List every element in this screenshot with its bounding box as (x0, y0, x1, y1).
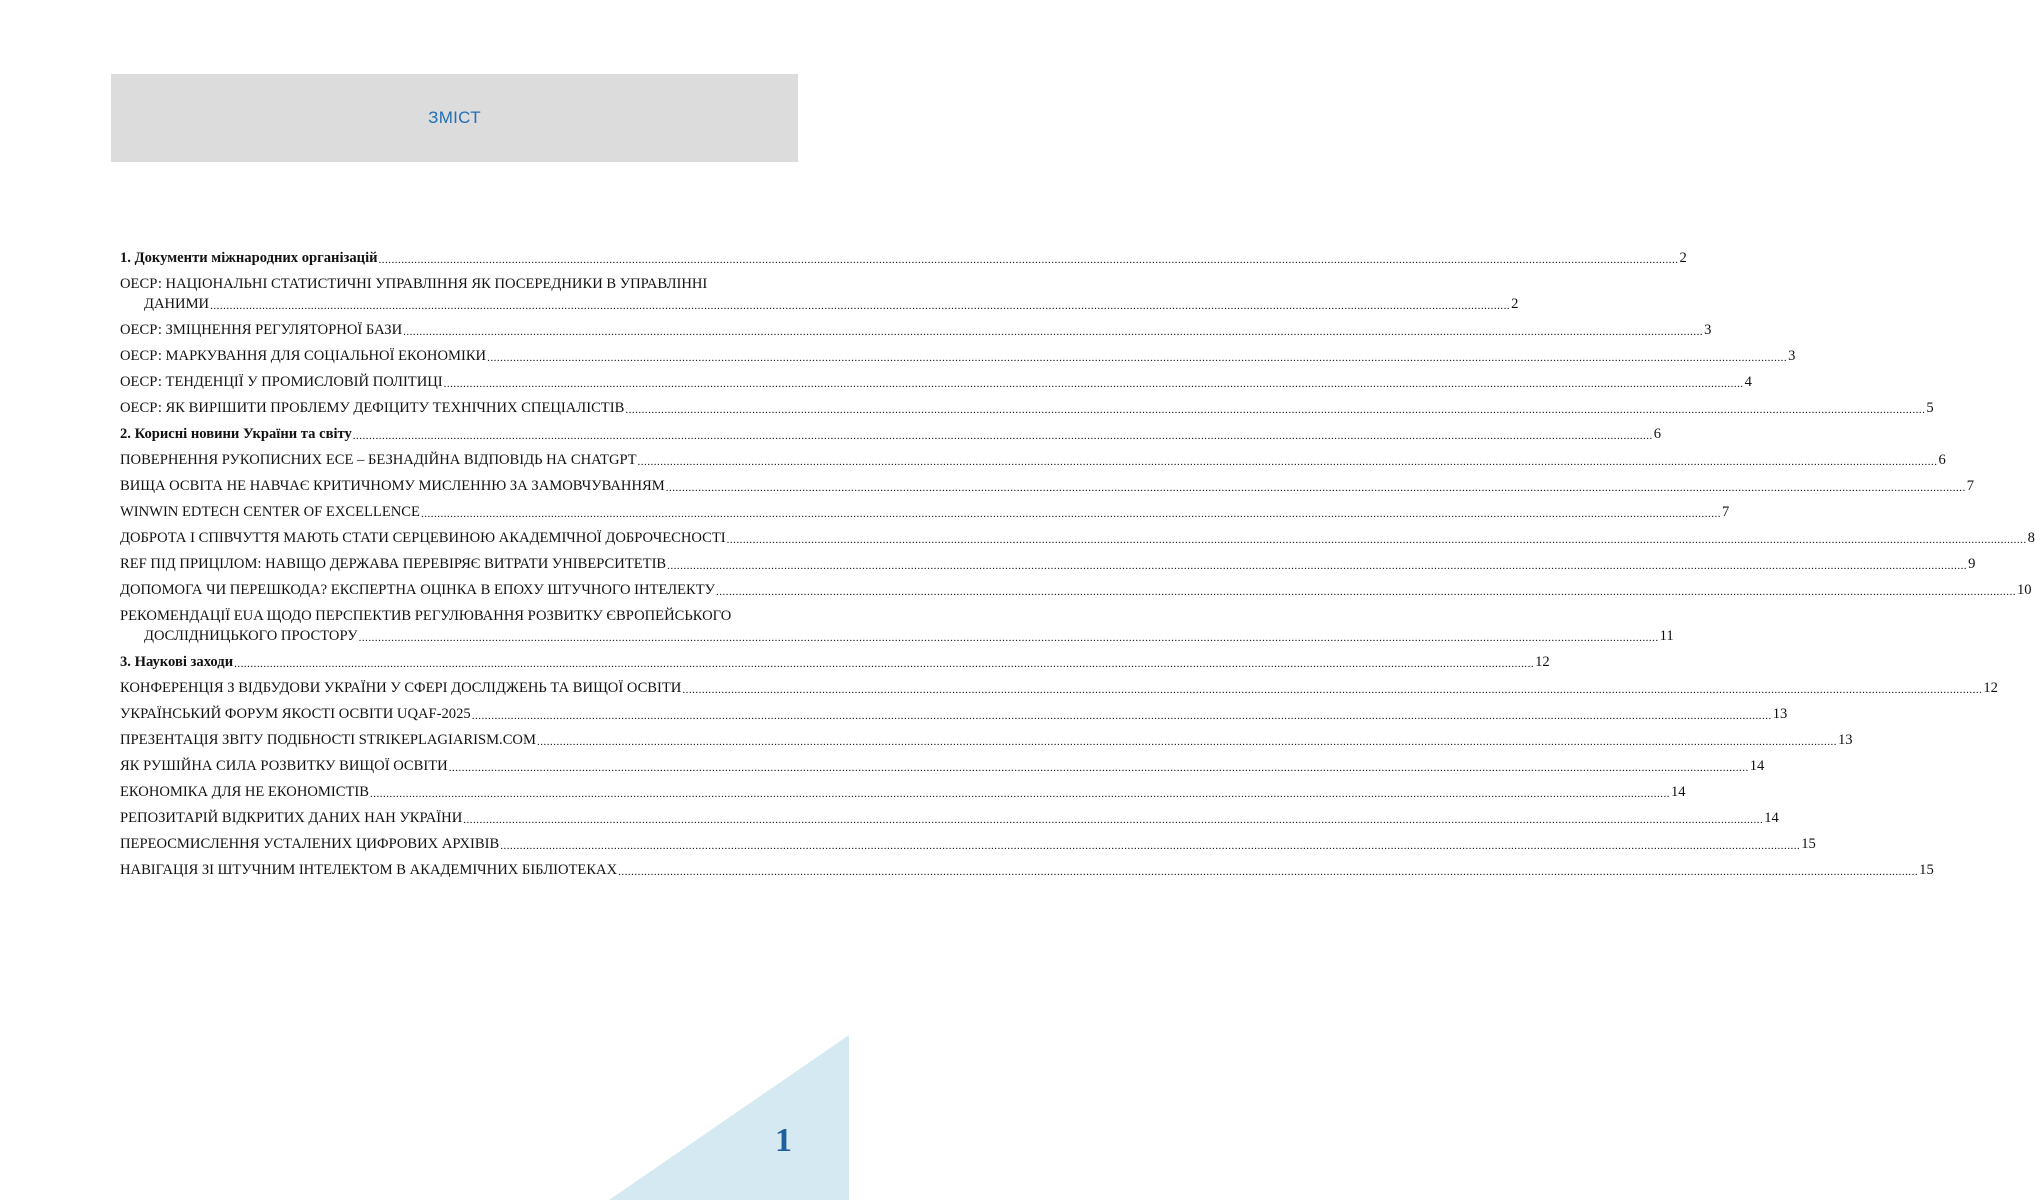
toc-entry[interactable] (120, 450, 1946, 470)
toc-page-number: 7 (1721, 504, 1730, 520)
toc-entry-title-cont: ДОСЛІДНИЦЬКОГО ПРОСТОРУ (144, 628, 358, 644)
toc-entry[interactable] (120, 320, 1712, 340)
toc-entry-title: ОЕСР: ЗМІЦНЕННЯ РЕГУЛЯТОРНОЇ БАЗИ (120, 322, 403, 338)
toc-entry[interactable] (120, 398, 1934, 418)
toc-entry[interactable] (120, 756, 1765, 776)
corner-decoration (609, 1035, 849, 1200)
toc-entry-title: ПРЕЗЕНТАЦІЯ ЗВІТУ ПОДІБНОСТІ STRIKEPLAGIARISM.COM (120, 732, 536, 748)
toc-leader: ................................................................................................................................................................................................................................................................................................................................................................................................................ (443, 378, 1744, 390)
toc-entry-title-cont: ДАНИМИ (144, 296, 210, 312)
toc-entry[interactable] (120, 274, 1519, 314)
toc-entry-title: УКРАЇНСЬКИЙ ФОРУМ ЯКОСТІ ОСВІТИ UQAF-2025 (120, 706, 471, 722)
toc-leader: ................................................................................................................................................................................................................................................................................................................................................................................................................ (500, 840, 1801, 852)
toc-leader: ................................................................................................................................................................................................................................................................................................................................................................................................................ (352, 430, 1653, 442)
toc-entry[interactable] (120, 782, 1686, 802)
toc-entry[interactable] (120, 346, 1796, 366)
toc-leader: ................................................................................................................................................................................................................................................................................................................................................................................................................ (448, 762, 1749, 774)
toc-leader: ................................................................................................................................................................................................................................................................................................................................................................................................................ (536, 736, 1837, 748)
toc-page-number: 5 (1926, 400, 1934, 416)
toc-page-number: 4 (1744, 374, 1752, 390)
toc-page-number: 3 (1788, 348, 1796, 364)
toc-entry-title: РЕКОМЕНДАЦІЇ EUA ЩОДО ПЕРСПЕКТИВ РЕГУЛЮВАННЯ РОЗВИТКУ ЄВРОПЕЙСЬКОГО (120, 608, 732, 624)
toc-entry[interactable] (120, 834, 1816, 854)
toc-entry[interactable] (120, 808, 1779, 828)
toc-page-number: 6 (1653, 426, 1662, 442)
toc-entry-title: КОНФЕРЕНЦІЯ З ВІДБУДОВИ УКРАЇНИ У СФЕРІ ДОСЛІДЖЕНЬ ТА ВИЩОЇ ОСВІТИ (120, 680, 682, 696)
toc-entry-title: ОЕСР: МАРКУВАННЯ ДЛЯ СОЦІАЛЬНОЇ ЕКОНОМІКИ (120, 348, 487, 364)
toc-entry-title: НАВІГАЦІЯ ЗІ ШТУЧНИМ ІНТЕЛЕКТОМ В АКАДЕМІЧНИХ БІБЛІОТЕКАХ (120, 862, 618, 878)
toc-entry[interactable] (120, 730, 1853, 750)
toc-entry[interactable] (120, 704, 1788, 724)
toc-page-number: 10 (2017, 582, 2032, 598)
title-band (111, 74, 798, 162)
toc-entry-title: ВИЩА ОСВІТА НЕ НАВЧАЄ КРИТИЧНОМУ МИСЛЕННЮ ЗА ЗАМОВЧУВАННЯМ (120, 478, 665, 494)
toc-section[interactable] (120, 652, 1550, 672)
toc-entry-title: REF ПІД ПРИЦІЛОМ: НАВІЩО ДЕРЖАВА ПЕРЕВІРЯЄ ВИТРАТИ УНІВЕРСИТЕТІВ (120, 556, 667, 572)
toc-entry-title: 3. Наукові заходи (120, 654, 234, 670)
toc-leader: ................................................................................................................................................................................................................................................................................................................................................................................................................ (726, 534, 2027, 546)
toc-leader: ................................................................................................................................................................................................................................................................................................................................................................................................................ (716, 586, 2016, 598)
toc-section[interactable] (120, 248, 1687, 268)
toc-leader: ................................................................................................................................................................................................................................................................................................................................................................................................................ (234, 658, 1535, 670)
toc-leader: ................................................................................................................................................................................................................................................................................................................................................................................................................ (665, 482, 1966, 494)
toc-page-number: 14 (1764, 810, 1779, 826)
toc-leader: ................................................................................................................................................................................................................................................................................................................................................................................................................ (463, 814, 1764, 826)
toc-section[interactable] (120, 424, 1662, 444)
toc-leader: ................................................................................................................................................................................................................................................................................................................................................................................................................ (369, 788, 1670, 800)
toc-entry-title: ЯК РУШІЙНА СИЛА РОЗВИТКУ ВИЩОЇ ОСВІТИ (120, 758, 448, 774)
toc-entry[interactable] (120, 502, 1730, 522)
toc-leader: ................................................................................................................................................................................................................................................................................................................................................................................................................ (403, 326, 1704, 338)
toc-leader: ................................................................................................................................................................................................................................................................................................................................................................................................................ (637, 456, 1938, 468)
toc-page-number: 15 (1801, 836, 1816, 852)
toc-entry[interactable] (120, 860, 1934, 880)
toc-entry-title: 1. Документи міжнародних організацій (120, 250, 378, 266)
toc-entry-title: ЕКОНОМІКА ДЛЯ НЕ ЕКОНОМІСТІВ (120, 784, 369, 800)
toc-page-number: 12 (1535, 654, 1550, 670)
toc-entry[interactable] (120, 528, 2035, 548)
toc-entry[interactable] (120, 372, 1752, 392)
toc-entry-title: ПЕРЕОСМИСЛЕННЯ УСТАЛЕНИХ ЦИФРОВИХ АРХІВІВ (120, 836, 500, 852)
toc-page-number: 8 (2027, 530, 2035, 546)
toc-leader: ................................................................................................................................................................................................................................................................................................................................................................................................................ (471, 710, 1772, 722)
toc-page-number: 7 (1966, 478, 1975, 494)
toc-page-number: 14 (1749, 758, 1765, 774)
toc-leader: ................................................................................................................................................................................................................................................................................................................................................................................................................ (487, 352, 1788, 364)
toc-leader: ................................................................................................................................................................................................................................................................................................................................................................................................................ (378, 254, 1679, 266)
toc-entry[interactable] (120, 580, 2032, 600)
toc-entry-title: ДОБРОТА І СПІВЧУТТЯ МАЮТЬ СТАТИ СЕРЦЕВИНОЮ АКАДЕМІЧНОЇ ДОБРОЧЕСНОСТІ (120, 530, 726, 546)
toc-page-number: 12 (1983, 680, 1998, 696)
toc-page-number: 13 (1837, 732, 1853, 748)
toc-leader: ................................................................................................................................................................................................................................................................................................................................................................................................................ (625, 404, 1926, 416)
toc-leader: ................................................................................................................................................................................................................................................................................................................................................................................................................ (358, 632, 1659, 644)
toc-entry-title: ОЕСР: ЯК ВИРІШИТИ ПРОБЛЕМУ ДЕФІЦИТУ ТЕХНІЧНИХ СПЕЦІАЛІСТІВ (120, 400, 625, 416)
toc-entry[interactable] (120, 554, 1976, 574)
toc-entry-title: 2. Корисні новини України та світу (120, 426, 352, 442)
toc-leader: ................................................................................................................................................................................................................................................................................................................................................................................................................ (667, 560, 1968, 572)
toc-entry-title: ОЕСР: ТЕНДЕНЦІЇ У ПРОМИСЛОВІЙ ПОЛІТИЦІ (120, 374, 443, 390)
toc-leader: ................................................................................................................................................................................................................................................................................................................................................................................................................ (210, 300, 1511, 312)
toc-entry[interactable] (120, 678, 1998, 698)
toc-entry-title: РЕПОЗИТАРІЙ ВІДКРИТИХ ДАНИХ НАН УКРАЇНИ (120, 810, 463, 826)
toc-page-number: 9 (1968, 556, 1976, 572)
toc-entry-title: ПОВЕРНЕННЯ РУКОПИСНИХ ЕСЕ – БЕЗНАДІЙНА ВІДПОВІДЬ НА CHATGPT (120, 452, 637, 468)
toc-page-number: 11 (1659, 628, 1674, 644)
toc-entry[interactable] (120, 606, 1674, 646)
toc-page-number: 6 (1938, 452, 1946, 468)
toc-entry[interactable] (120, 476, 1975, 496)
table-of-contents (120, 248, 2035, 886)
toc-leader: ................................................................................................................................................................................................................................................................................................................................................................................................................ (618, 866, 1919, 878)
toc-page-number: 3 (1704, 322, 1712, 338)
page-number: 1 (775, 1122, 792, 1159)
page-title: ЗМІСТ (428, 108, 481, 127)
toc-page-number: 2 (1679, 250, 1687, 266)
toc-page-number: 13 (1772, 706, 1788, 722)
toc-leader: ................................................................................................................................................................................................................................................................................................................................................................................................................ (420, 508, 1721, 520)
toc-page-number: 14 (1670, 784, 1686, 800)
toc-entry-title: ДОПОМОГА ЧИ ПЕРЕШКОДА? ЕКСПЕРТНА ОЦІНКА В ЕПОХУ ШТУЧНОГО ІНТЕЛЕКТУ (120, 582, 715, 598)
toc-entry-title: ОЕСР: НАЦІОНАЛЬНІ СТАТИСТИЧНІ УПРАВЛІННЯ ЯК ПОСЕРЕДНИКИ В УПРАВЛІННІ (120, 276, 708, 292)
toc-page-number: 15 (1919, 862, 1934, 878)
toc-leader: ................................................................................................................................................................................................................................................................................................................................................................................................................ (682, 684, 1983, 696)
toc-entry-title: WINWIN EDTECH CENTER OF EXCELLENCE (120, 504, 420, 520)
toc-page-number: 2 (1511, 296, 1519, 312)
